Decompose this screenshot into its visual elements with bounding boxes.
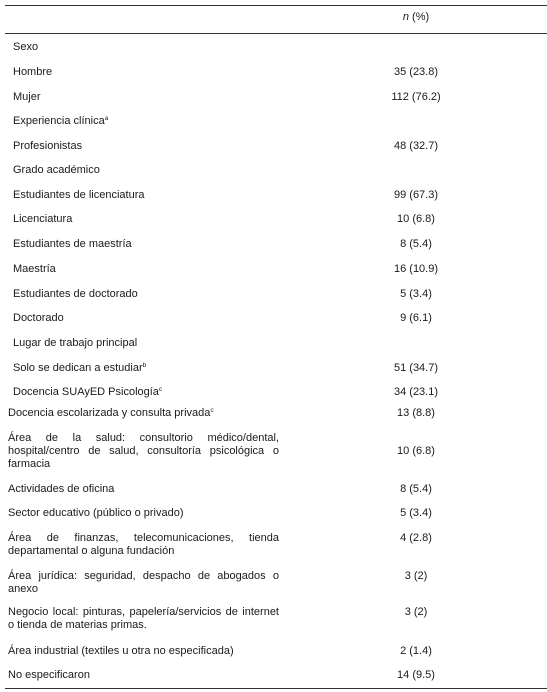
footnote-marker: c: [158, 386, 163, 393]
column-header: [366, 11, 466, 23]
row-value: 16 (10.9): [393, 263, 439, 275]
row-label: [13, 386, 162, 398]
row-label: Sector educativo (público o privado): [8, 507, 184, 519]
header-pct: (%): [412, 11, 430, 23]
footnote-marker: c: [210, 407, 214, 414]
row-label: Área jurídica: seguridad, despacho de abogados o anexo: [8, 570, 279, 595]
footnote-marker: b: [142, 362, 147, 369]
footnote-marker: a: [104, 115, 109, 122]
row-label: Sexo: [13, 41, 39, 53]
row-label: Maestría: [13, 263, 56, 275]
row-value: 5 (3.4): [400, 507, 432, 519]
row-label: Licenciatura: [13, 213, 73, 225]
row-value: 10 (6.8): [397, 445, 435, 457]
row-label-text: Solo se dedican a estudiar: [13, 362, 143, 374]
row-value: 10 (6.8): [397, 213, 435, 225]
header-n: n: [402, 11, 409, 23]
row-label-text: Docencia escolarizada y consulta privada: [8, 407, 211, 419]
row-label: [13, 362, 146, 374]
bottom-rule: [5, 688, 547, 689]
row-label: Negocio local: pinturas, papelería/servicios de internet o tienda de materias primas.: [8, 606, 279, 631]
row-label: No especificaron: [8, 669, 90, 681]
row-value: 8 (5.4): [400, 238, 432, 250]
row-value: 3 (2): [404, 606, 428, 618]
row-label: Grado académico: [13, 164, 100, 176]
row-label: Área de la salud: consultorio médico/dental, hospital/centro de salud, consultoría psicológica o farmacia: [8, 432, 279, 470]
row-label: Profesionistas: [13, 140, 83, 152]
row-label: [13, 115, 108, 127]
header-rule: [5, 33, 547, 34]
row-label: Lugar de trabajo principal: [13, 337, 138, 349]
row-label: Actividades de oficina: [8, 483, 115, 495]
row-label: Área de finanzas, telecomunicaciones, tienda departamental o alguna fundación: [8, 532, 279, 557]
row-value: 51 (34.7): [393, 362, 439, 374]
row-label: Mujer: [13, 91, 41, 103]
row-label: Estudiantes de licenciatura: [13, 189, 145, 201]
row-value: 2 (1.4): [400, 645, 432, 657]
row-value: 3 (2): [404, 570, 428, 582]
row-value: 9 (6.1): [400, 312, 432, 324]
row-value: 4 (2.8): [400, 532, 432, 544]
row-label: Hombre: [13, 66, 53, 78]
row-label: Área industrial (textiles u otra no especificada): [8, 645, 234, 657]
top-rule: [5, 5, 547, 6]
row-label-text: Experiencia clínica: [13, 115, 105, 127]
row-label: Estudiantes de maestría: [13, 238, 132, 250]
row-value: 48 (32.7): [393, 140, 439, 152]
row-value: 8 (5.4): [400, 483, 432, 495]
row-label-text: Docencia SUAyED Psicología: [13, 386, 159, 398]
row-value: 99 (67.3): [393, 189, 439, 201]
row-label: Doctorado: [13, 312, 64, 324]
row-label: [8, 407, 214, 419]
row-value: 112 (76.2): [391, 91, 441, 103]
row-value: 34 (23.1): [393, 386, 439, 398]
row-value: 14 (9.5): [397, 669, 435, 681]
row-value: 13 (8.8): [397, 407, 435, 419]
row-label: Estudiantes de doctorado: [13, 288, 138, 300]
row-value: 35 (23.8): [393, 66, 439, 78]
row-value: 5 (3.4): [400, 288, 432, 300]
